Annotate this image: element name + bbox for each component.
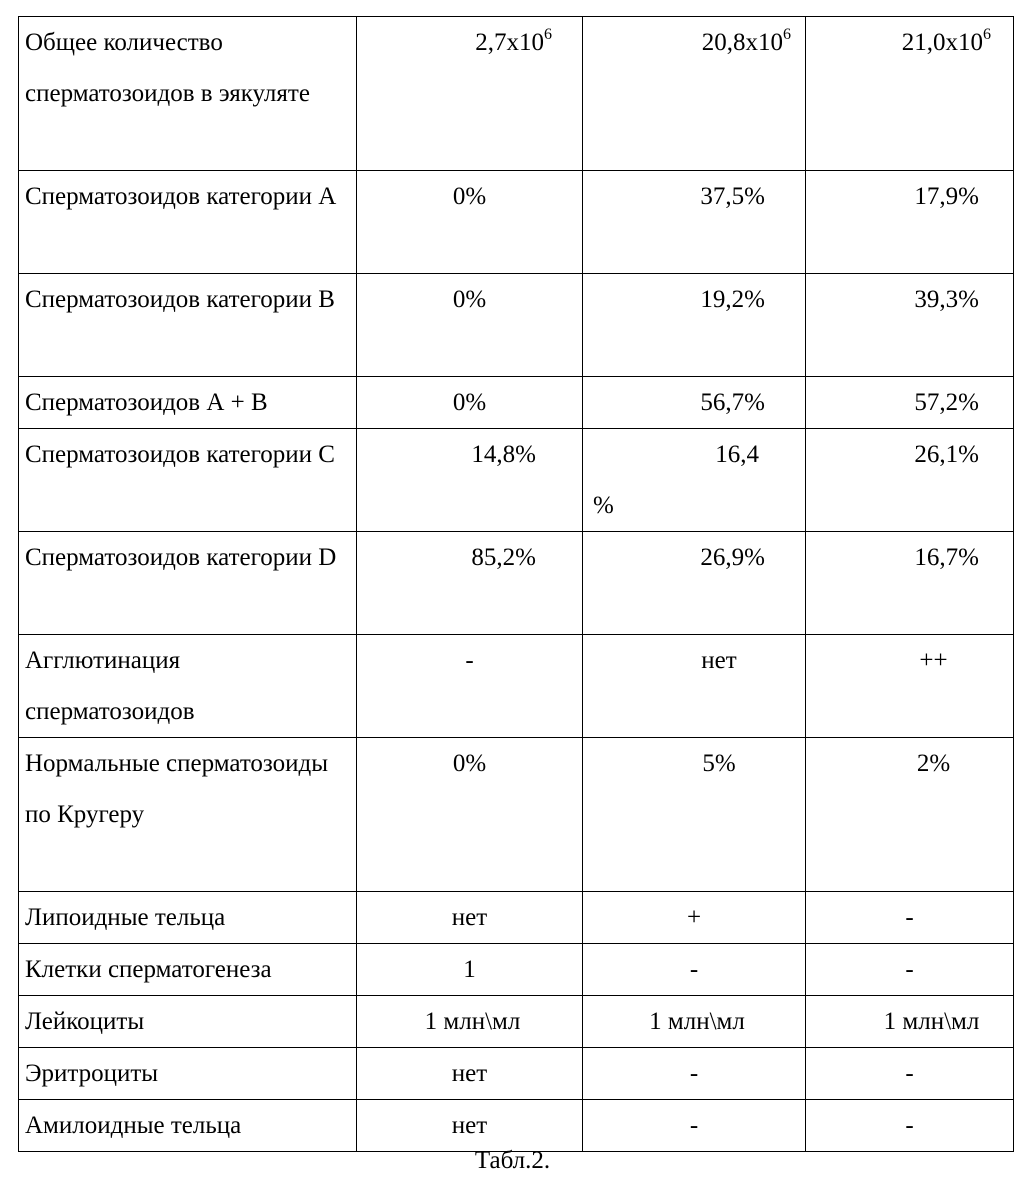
cell-total-count-3 xyxy=(806,17,1014,171)
cell-category-d-1: 85,2% xyxy=(357,532,583,635)
value-base: 20,8х10 xyxy=(701,29,783,56)
table-row xyxy=(19,17,1014,171)
cell-agglutination-1: - xyxy=(357,635,583,738)
row-label-category-a: Сперматозоидов категории А xyxy=(19,171,357,274)
table-row xyxy=(19,1048,1014,1100)
cell-erythrocytes-1: нет xyxy=(357,1048,583,1100)
cell-amyloid-bodies-3: - xyxy=(806,1100,1014,1152)
value-base: 21,0х10 xyxy=(901,29,983,56)
cell-category-c-2 xyxy=(583,429,806,532)
row-label-total-count: Общее количество сперматозоидов в эякуляте xyxy=(19,17,357,171)
cell-amyloid-bodies-1: нет xyxy=(357,1100,583,1152)
cell-leukocytes-1: 1 млн\мл xyxy=(357,996,583,1048)
cell-kruger-normal-2: 5% xyxy=(583,738,806,892)
cell-lipoid-bodies-3: - xyxy=(806,892,1014,944)
cell-category-c-1: 14,8% xyxy=(357,429,583,532)
cell-kruger-normal-3: 2% xyxy=(806,738,1014,892)
cell-erythrocytes-2: - xyxy=(583,1048,806,1100)
cell-category-a-b-1: 0% xyxy=(357,377,583,429)
cell-category-b-2: 19,2% xyxy=(583,274,806,377)
cell-category-b-1: 0% xyxy=(357,274,583,377)
row-label-category-b: Сперматозоидов категории В xyxy=(19,274,357,377)
cell-leukocytes-2: 1 млн\мл xyxy=(583,996,806,1048)
cell-kruger-normal-1: 0% xyxy=(357,738,583,892)
row-label-erythrocytes: Эритроциты xyxy=(19,1048,357,1100)
semen-analysis-table xyxy=(18,16,1014,1152)
cell-category-c-3: 26,1% xyxy=(806,429,1014,532)
table-row xyxy=(19,892,1014,944)
row-label-lipoid-bodies: Липоидные тельца xyxy=(19,892,357,944)
cell-agglutination-2: нет xyxy=(583,635,806,738)
row-label-category-c: Сперматозоидов категории С xyxy=(19,429,357,532)
cell-spermatogenesis-cells-3: - xyxy=(806,944,1014,996)
cell-erythrocytes-3: - xyxy=(806,1048,1014,1100)
cell-total-count-1 xyxy=(357,17,583,171)
table-row xyxy=(19,532,1014,635)
value-exponent: 6 xyxy=(544,25,552,43)
cell-category-d-2: 26,9% xyxy=(583,532,806,635)
value-base: 2,7х10 xyxy=(475,29,544,56)
table-row xyxy=(19,171,1014,274)
row-label-category-a-b: Сперматозоидов А + В xyxy=(19,377,357,429)
row-label-amyloid-bodies: Амилоидные тельца xyxy=(19,1100,357,1152)
cell-leukocytes-3: 1 млн\мл xyxy=(806,996,1014,1048)
cell-agglutination-3: ++ xyxy=(806,635,1014,738)
table-caption: Табл.2. xyxy=(474,1147,551,1174)
row-label-agglutination: Агглютинация сперматозоидов xyxy=(19,635,357,738)
value-exponent: 6 xyxy=(983,25,991,43)
table-row xyxy=(19,996,1014,1048)
value-split-top: 16,4 xyxy=(715,441,759,468)
table-row xyxy=(19,377,1014,429)
row-label-spermatogenesis-cells: Клетки сперматогенеза xyxy=(19,944,357,996)
value-split-bottom: % xyxy=(593,492,614,519)
value-exponent: 6 xyxy=(783,25,791,43)
cell-category-a-b-2: 56,7% xyxy=(583,377,806,429)
table-row xyxy=(19,274,1014,377)
table-row xyxy=(19,944,1014,996)
cell-category-a-3: 17,9% xyxy=(806,171,1014,274)
table-row xyxy=(19,738,1014,892)
cell-category-a-2: 37,5% xyxy=(583,171,806,274)
cell-category-a-b-3: 57,2% xyxy=(806,377,1014,429)
row-label-category-d: Сперматозоидов категории D xyxy=(19,532,357,635)
cell-spermatogenesis-cells-1: 1 xyxy=(357,944,583,996)
cell-category-b-3: 39,3% xyxy=(806,274,1014,377)
cell-total-count-2 xyxy=(583,17,806,171)
cell-category-d-3: 16,7% xyxy=(806,532,1014,635)
cell-spermatogenesis-cells-2: - xyxy=(583,944,806,996)
cell-amyloid-bodies-2: - xyxy=(583,1100,806,1152)
cell-lipoid-bodies-1: нет xyxy=(357,892,583,944)
table-row xyxy=(19,429,1014,532)
row-label-leukocytes: Лейкоциты xyxy=(19,996,357,1048)
cell-lipoid-bodies-2: + xyxy=(583,892,806,944)
cell-category-a-1: 0% xyxy=(357,171,583,274)
table-row xyxy=(19,635,1014,738)
row-label-kruger-normal: Нормальные сперматозоиды по Кругеру xyxy=(19,738,357,892)
